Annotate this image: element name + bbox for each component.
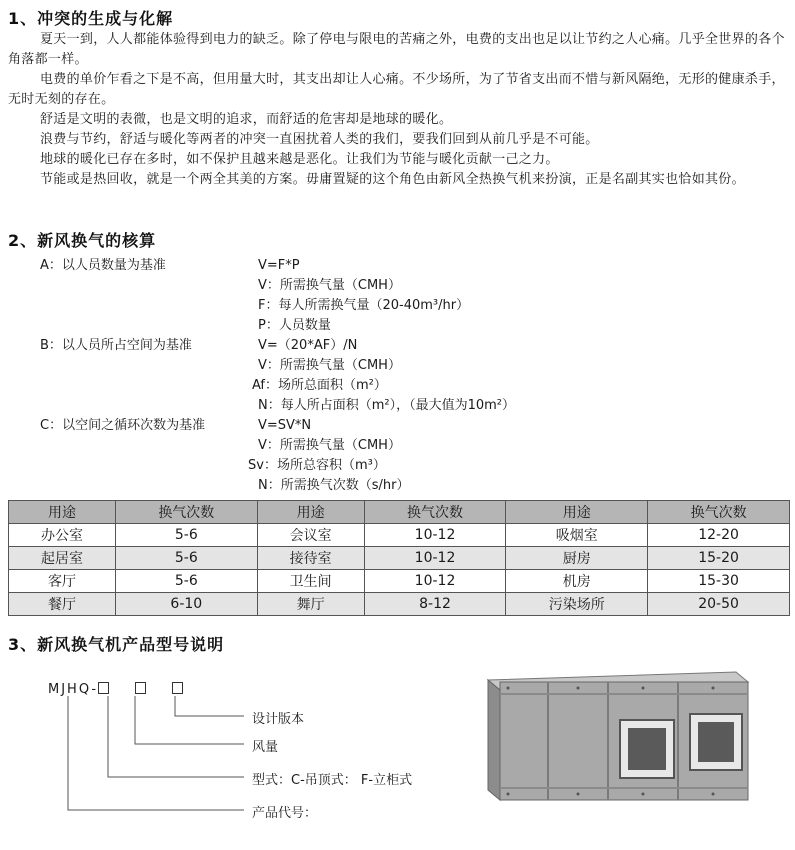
table-cell: 办公室 bbox=[9, 524, 116, 547]
method-b-af: Af：场所总面积（m²） bbox=[252, 378, 387, 393]
ventilator-unit-image bbox=[478, 668, 778, 808]
table-cell: 12-20 bbox=[648, 524, 790, 547]
table-cell: 10-12 bbox=[364, 524, 506, 547]
header-cell: 用途 bbox=[257, 501, 364, 524]
method-b-formula: V=（20*AF）/N bbox=[258, 338, 358, 353]
paragraph-3: 舒适是文明的表微，也是文明的追求，而舒适的危害却是地球的暖化。 bbox=[40, 112, 453, 127]
section-2-heading: 2、新风换气的核算 bbox=[8, 231, 157, 250]
table-cell: 20-50 bbox=[648, 593, 790, 616]
paragraph-6: 节能或是热回收，就是一个两全其美的方案。毋庸置疑的这个角色由新风全热换气机来扮演，正是名副其实也恰如其份。 bbox=[40, 172, 745, 187]
section-3-heading: 3、新风换气机产品型号说明 bbox=[8, 635, 225, 654]
method-a-f: F：每人所需换气量（20-40m³/hr） bbox=[258, 298, 470, 313]
table-cell: 起居室 bbox=[9, 547, 116, 570]
table-cell: 5-6 bbox=[115, 570, 257, 593]
method-c-v: V：所需换气量（CMH） bbox=[258, 438, 401, 453]
table-cell: 卫生间 bbox=[257, 570, 364, 593]
table-cell: 餐厅 bbox=[9, 593, 116, 616]
header-cell: 用途 bbox=[9, 501, 116, 524]
method-a-formula: V=F*P bbox=[258, 258, 300, 273]
legend-airflow: 风量 bbox=[252, 740, 279, 755]
table-cell: 吸烟室 bbox=[506, 524, 648, 547]
method-a-v: V：所需换气量（CMH） bbox=[258, 278, 401, 293]
table-cell: 机房 bbox=[506, 570, 648, 593]
table-cell: 10-12 bbox=[364, 570, 506, 593]
paragraph-1: 夏天一到，人人都能体验得到电力的缺乏。除了停电与限电的苦痛之外，电费的支出也足以让节约之人心痛。几乎全世界的各个角落都一样。 bbox=[8, 32, 785, 67]
method-b-label: B：以人员所占空间为基准 bbox=[40, 338, 192, 353]
paragraph-2: 电费的单价乍看之下是不高，但用量大时，其支出却让人心痛。不少场所，为了节省支出而不惜与新风隔绝，无形的健康杀手，无时无刻的存在。 bbox=[8, 72, 785, 107]
method-c-n: N：所需换气次数（s/hr） bbox=[258, 478, 410, 493]
section-1-heading: 1、冲突的生成与化解 bbox=[8, 9, 174, 28]
paragraph-5: 地球的暖化已存在多时，如不保护且越来越是恶化。让我们为节能与暖化贡献一己之力。 bbox=[40, 152, 559, 167]
table-cell: 舞厅 bbox=[257, 593, 364, 616]
table-cell: 10-12 bbox=[364, 547, 506, 570]
table-cell: 会议室 bbox=[257, 524, 364, 547]
method-a-p: P：人员数量 bbox=[258, 318, 331, 333]
header-cell: 换气次数 bbox=[364, 501, 506, 524]
table-cell: 接待室 bbox=[257, 547, 364, 570]
header-cell: 换气次数 bbox=[115, 501, 257, 524]
paragraph-4: 浪费与节约，舒适与暖化等两者的冲突一直困扰着人类的我们，要我们回到从前几乎是不可能。 bbox=[40, 132, 599, 147]
table-cell: 15-30 bbox=[648, 570, 790, 593]
table-cell: 5-6 bbox=[115, 524, 257, 547]
method-b-v: V：所需换气量（CMH） bbox=[258, 358, 401, 373]
header-cell: 换气次数 bbox=[648, 501, 790, 524]
method-b-n: N：每人所占面积（m²），（最大值为10m²） bbox=[258, 398, 516, 413]
table-cell: 厨房 bbox=[506, 547, 648, 570]
table-cell: 污染场所 bbox=[506, 593, 648, 616]
table-cell: 5-6 bbox=[115, 547, 257, 570]
legend-type: 型式：C-吊顶式： F-立柜式 bbox=[252, 773, 413, 788]
method-c-formula: V=SV*N bbox=[258, 418, 312, 433]
method-c-label: C：以空间之循环次数为基准 bbox=[40, 418, 206, 433]
model-code-prefix: MJHQ- bbox=[48, 682, 99, 697]
legend-version: 设计版本 bbox=[252, 712, 305, 727]
method-c-sv: Sv：场所总容积（m³） bbox=[248, 458, 386, 473]
table-cell: 客厅 bbox=[9, 570, 116, 593]
table-cell: 8-12 bbox=[364, 593, 506, 616]
header-cell: 用途 bbox=[506, 501, 648, 524]
legend-product: 产品代号： bbox=[252, 806, 318, 821]
method-a-label: A：以人员数量为基准 bbox=[40, 258, 166, 273]
table-cell: 15-20 bbox=[648, 547, 790, 570]
table-cell: 6-10 bbox=[115, 593, 257, 616]
